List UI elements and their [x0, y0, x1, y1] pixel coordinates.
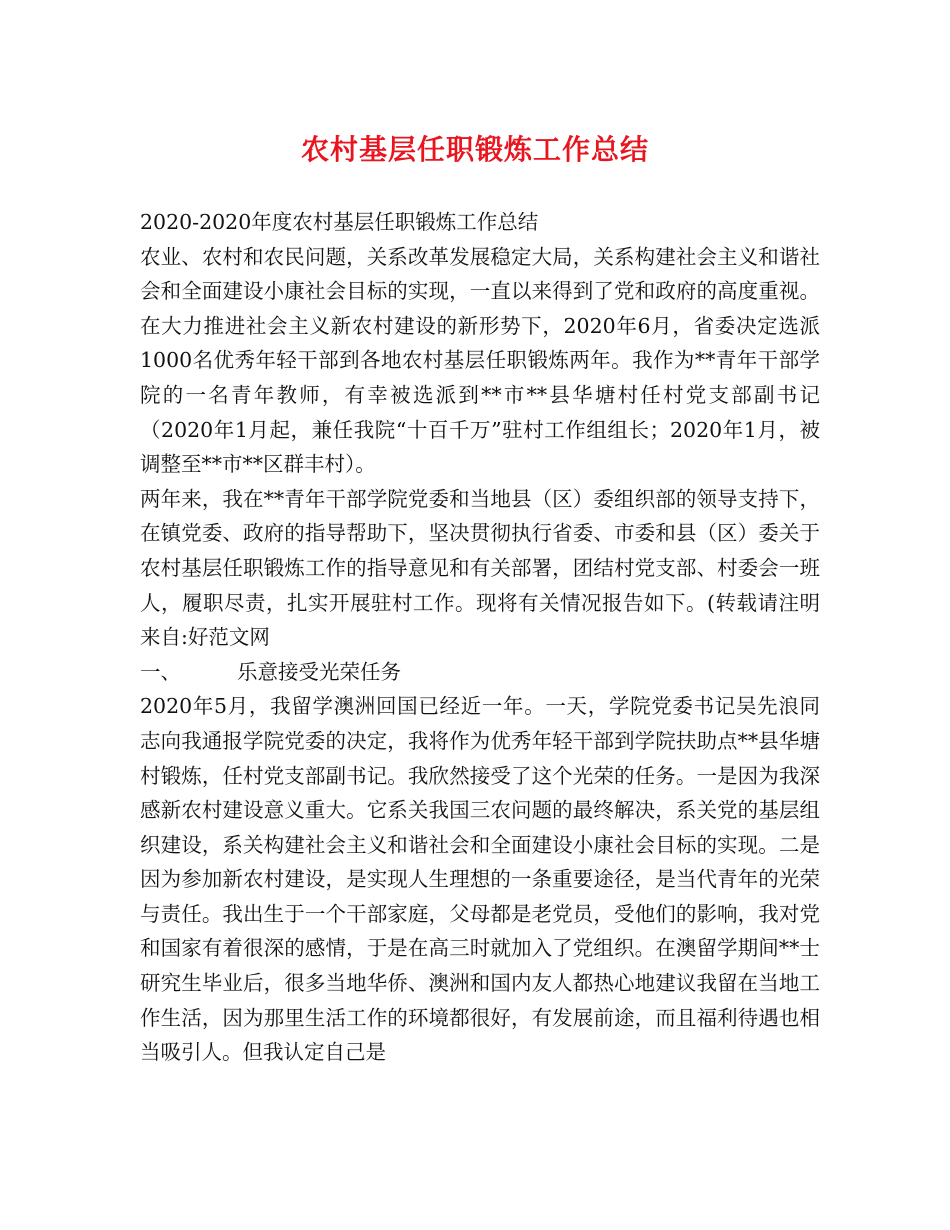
document-title: 农村基层任职锻炼工作总结: [300, 133, 649, 166]
paragraph-intro: 农业、农村和农民问题，关系改革发展稳定大局，关系构建社会主义和谐社会和全面建设小康社会目标的实现，一直以来得到了党和政府的高度重视。在大力推进社会主义新农村建设的新形势下，2020年6月，省委决定选派1000名优秀年轻干部到各地农村基层任职锻炼两年。我作为**青年干部学院的一名青年教师，有幸被选派到**市**县华塘村任村党支部副书记（2020年1月起，兼任我院“十百千万”驻村工作组组长；2020年1月，被调整至**市**区群丰村）。: [140, 244, 820, 477]
section-number: 一、: [140, 659, 181, 684]
section-heading: [140, 655, 820, 690]
document-body: [140, 205, 820, 1070]
document-subtitle: 2020-2020年度农村基层任职锻炼工作总结: [140, 210, 539, 234]
paragraph-summary: 两年来，我在**青年干部学院党委和当地县（区）委组织部的领导支持下，在镇党委、政府的指导帮助下，坚决贯彻执行省委、市委和县（区）委关于农村基层任职锻炼工作的指导意见和有关部署，团结村党支部、村委会一班人，履职尽责，扎实开展驻村工作。现将有关情况报告如下。(转载请注明来自:好范文网: [140, 486, 820, 650]
section-title: 乐意接受光荣任务: [237, 659, 401, 684]
paragraph-section-one: 2020年5月，我留学澳洲回国已经近一年。一天，学院党委书记吴先浪同志向我通报学院党委的决定，我将作为优秀年轻干部到学院扶助点**县华塘村锻炼，任村党支部副书记。我欣然接受了这个光荣的任务。一是因为我深感新农村建设意义重大。它系关我国三农问题的最终解决，系关党的基层组织建设，系关构建社会主义和谐社会和全面建设小康社会目标的实现。二是因为参加新农村建设，是实现人生理想的一条重要途径，是当代青年的光荣与责任。我出生于一个干部家庭，父母都是老党员，受他们的影响，我对党和国家有着很深的感情，于是在高三时就加入了党组织。在澳留学期间**士研究生毕业后，很多当地华侨、澳洲和国内友人都热心地建议我留在当地工作生活，因为那里生活工作的环境都很好，有发展前途，而且福利待遇也相当吸引人。但我认定自己是: [140, 694, 820, 1065]
